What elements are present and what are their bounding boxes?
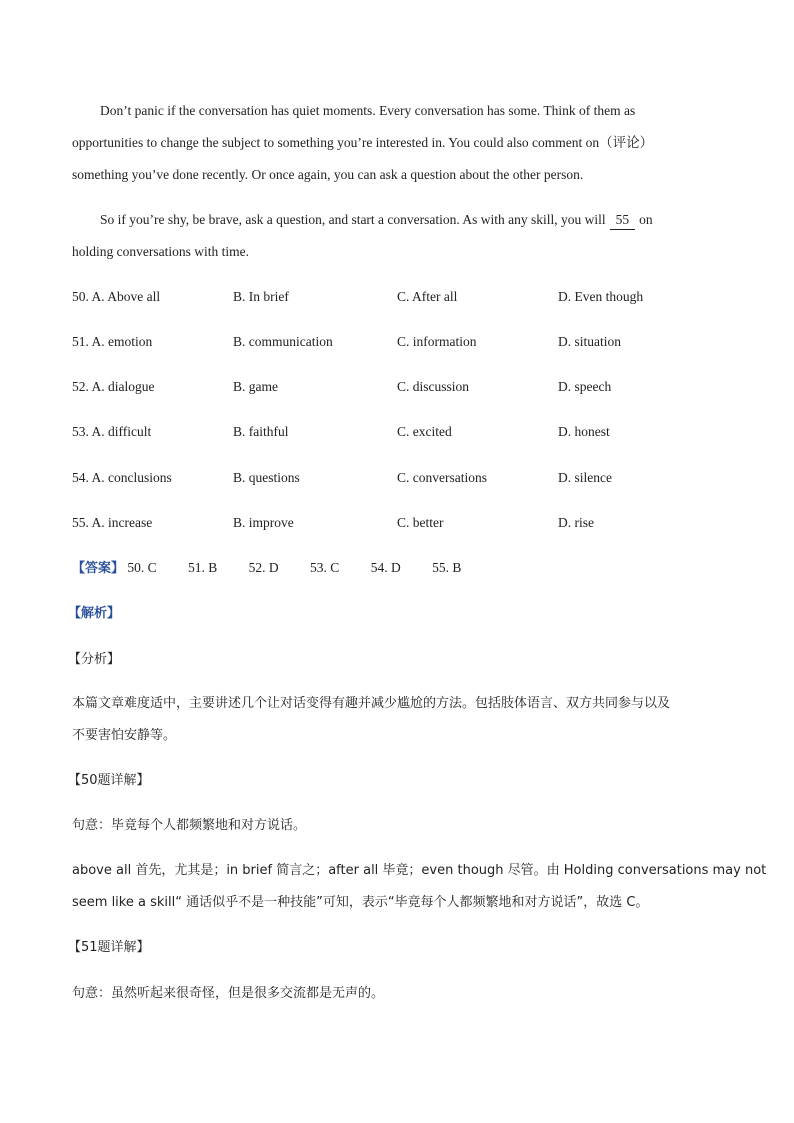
answer-item: 53. C	[310, 560, 340, 575]
option-c: C. After all	[397, 289, 458, 304]
option-row-51	[72, 333, 732, 351]
option-b: B. faithful	[233, 424, 289, 439]
q50-meaning: 句意：毕竟每个人都频繁地和对方说话。	[72, 818, 307, 833]
option-d: D. rise	[558, 515, 594, 530]
option-c: C. excited	[397, 424, 452, 439]
q50-heading: 【50题详解】	[68, 773, 150, 788]
summary-line-1: 本篇文章难度适中，主要讲述几个让对话变得有趣并减少尴尬的方法。包括肢体语言、双方共同参与以及	[72, 696, 671, 711]
q50-explanation-line-2: seem like a skill“ 通话似乎不是一种技能”可知，表示“毕竟每个人都频繁地和对方说话”，故选 C。	[72, 895, 649, 910]
answer-item: 50. C	[127, 560, 157, 575]
option-b: B. communication	[233, 334, 333, 349]
answer-item: 51. B	[188, 560, 218, 575]
answer-tag: 【答案】	[72, 561, 125, 576]
option-d: D. honest	[558, 424, 610, 439]
q51-meaning: 句意：虽然听起来很奇怪，但是很多交流都是无声的。	[72, 986, 385, 1001]
analysis-tag: 【解析】	[68, 606, 121, 621]
answer-line	[72, 559, 489, 578]
passage-paragraph-1-line-3: something you’ve done recently. Or once again, you can ask a question about the other person.	[72, 167, 584, 182]
option-d: D. situation	[558, 334, 621, 349]
option-a: 52. A. dialogue	[72, 379, 155, 394]
option-row-53	[72, 423, 732, 441]
option-c: C. better	[397, 515, 444, 530]
answer-item: 55. B	[432, 560, 462, 575]
option-b: B. improve	[233, 515, 294, 530]
option-c: C. information	[397, 334, 477, 349]
fenxi-heading: 【分析】	[68, 652, 121, 667]
q51-heading: 【51题详解】	[68, 940, 150, 955]
option-a: 53. A. difficult	[72, 424, 152, 439]
passage-text: So if you’re shy, be brave, ask a question, and start a conversation. As with any skill, you will	[100, 212, 606, 227]
option-c: C. conversations	[397, 470, 487, 485]
option-a: 55. A. increase	[72, 515, 153, 530]
option-b: B. In brief	[233, 289, 289, 304]
option-b: B. questions	[233, 470, 300, 485]
answer-item: 54. D	[370, 560, 401, 575]
option-row-50	[72, 288, 732, 306]
answer-blank: 55	[610, 211, 636, 230]
option-d: D. speech	[558, 379, 612, 394]
option-b: B. game	[233, 379, 278, 394]
option-a: 51. A. emotion	[72, 334, 153, 349]
option-c: C. discussion	[397, 379, 470, 394]
passage-paragraph-1-line-1: Don’t panic if the conversation has quiet moments. Every conversation has some. Think of them as	[100, 103, 636, 118]
option-row-54	[72, 469, 732, 487]
option-a: 54. A. conclusions	[72, 470, 172, 485]
summary-line-2: 不要害怕安静等。	[72, 728, 177, 743]
option-row-55	[72, 514, 732, 532]
passage-paragraph-2-line-1	[100, 211, 653, 230]
option-row-52	[72, 378, 732, 396]
answer-item: 52. D	[248, 560, 279, 575]
passage-text: on	[639, 212, 653, 227]
option-a: 50. A. Above all	[72, 289, 161, 304]
q50-explanation-line-1: above all 首先，尤其是；in brief 简言之；after all 毕竟；even though 尽管。由 Holding conversations may not	[72, 863, 767, 878]
passage-paragraph-2-line-2: holding conversations with time.	[72, 244, 249, 259]
option-d: D. Even though	[558, 289, 644, 304]
passage-paragraph-1-line-2: opportunities to change the subject to something you’re interested in. You could also comment on（评论）	[72, 135, 654, 150]
option-d: D. silence	[558, 470, 612, 485]
